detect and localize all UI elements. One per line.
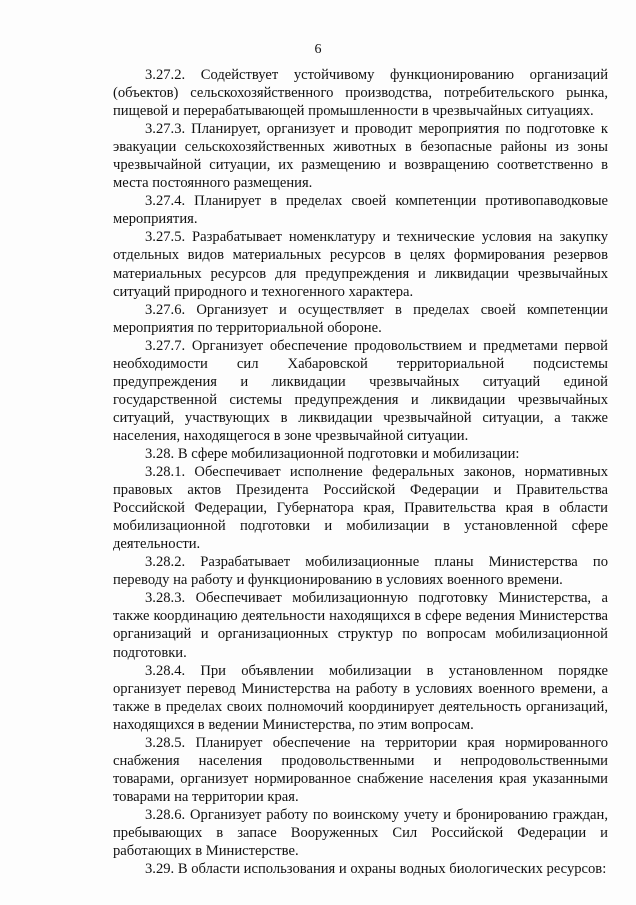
paragraph-3-27-5: 3.27.5. Разрабатывает номенклатуру и технические условия на закупку отдельных видов материальных ресурсов в целях формирования резервов материальных ресурсов для предупреждения и ликвидации чрезвычайных ситуаций природного и техногенного характера. (113, 229, 608, 300)
paragraph-3-27-3: 3.27.3. Планирует, организует и проводит мероприятия по подготовке к эвакуации сельскохозяйственных животных в безопасные районы из зоны чрезвычайной ситуации, их размещению и возвращению соответственно в места постоянного размещения. (113, 121, 608, 192)
paragraph-3-28-2: 3.28.2. Разрабатывает мобилизационные планы Министерства по переводу на работу и функционированию в условиях военного времени. (113, 554, 608, 589)
paragraph-3-27-7: 3.27.7. Организует обеспечение продовольствием и предметами первой необходимости сил Хабаровской территориальной подсистемы предупреждения и ликвидации чрезвычайных ситуаций единой государственной системы предупреждения и ликвидации чрезвычайных ситуаций, участвующих в ликвидации чрезвычайной ситуации, а также населения, находящегося в зоне чрезвычайной ситуации. (113, 337, 608, 444)
paragraph-3-28-3: 3.28.3. Обеспечивает мобилизационную подготовку Министерства, а также координацию деятельности находящихся в сфере ведения Министерства организаций и организационных структур по вопросам мобилизационной подготовки. (113, 590, 608, 661)
paragraph-3-29: 3.29. В области использования и охраны водных биологических ресурсов: (145, 861, 607, 878)
paragraph-3-28-4: 3.28.4. При объявлении мобилизации в установленном порядке организует перевод Министерства на работу в условиях военного времени, а также в пределах своих полномочий координирует деятельность организаций, находящихся в ведении Министерства, по этим вопросам. (113, 662, 608, 733)
paragraph-3-28: 3.28. В сфере мобилизационной подготовки и мобилизации: (145, 445, 520, 462)
paragraph-3-27-2: 3.27.2. Содействует устойчивому функционированию организаций (объектов) сельскохозяйственного производства, потребительского рынка, пищевой и перерабатывающей промышленности в чрезвычайных ситуациях. (113, 67, 608, 120)
paragraph-3-27-4: 3.27.4. Планирует в пределах своей компетенции противопаводковые мероприятия. (113, 193, 608, 228)
page-number: 6 (314, 42, 322, 57)
paragraph-3-27-6: 3.27.6. Организует и осуществляет в пределах своей компетенции мероприятия по территориальной обороне. (113, 301, 608, 336)
paragraph-3-28-6: 3.28.6. Организует работу по воинскому учету и бронированию граждан, пребывающих в запасе Вооруженных Сил Российской Федерации и работающих в Министерстве. (113, 806, 608, 860)
document-body (113, 66, 608, 878)
paragraph-3-28-5: 3.28.5. Планирует обеспечение на территории края нормированного снабжения населения продовольственными и непродовольственными товарами, организует нормированное снабжение населения края указанными товарами на территории края. (113, 734, 608, 805)
paragraph-3-28-1: 3.28.1. Обеспечивает исполнение федеральных законов, нормативных правовых актов Президента Российской Федерации и Правительства Российской Федерации, Губернатора края, Правительства края в области мобилизационной подготовки и мобилизации в установленной сфере деятельности. (113, 464, 608, 553)
